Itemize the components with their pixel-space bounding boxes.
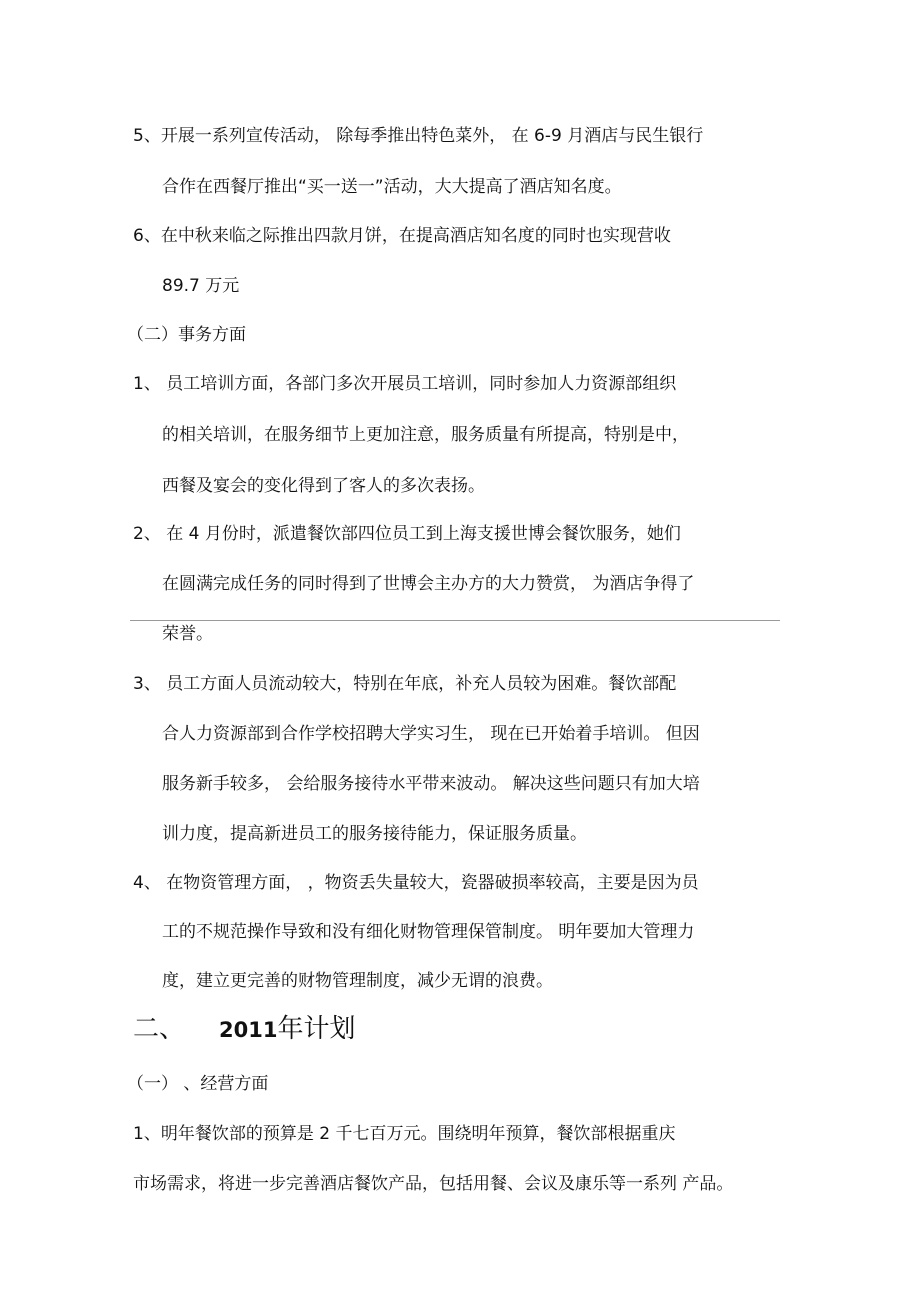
subsection-heading-operations: （一） 、经营方面 <box>127 1074 269 1094</box>
operations-item-1-line-1: 1、明年餐饮部的预算是 2 千七百万元。围绕明年预算，餐饮部根据重庆 <box>133 1124 676 1144</box>
section-heading-affairs: （二）事务方面 <box>127 325 246 345</box>
heading-suffix: 年计划 <box>277 1014 356 1044</box>
affairs-item-1-line-2: 的相关培训，在服务细节上更加注意，服务质量有所提高，特别是中， <box>162 425 689 445</box>
horizontal-divider <box>130 620 780 621</box>
affairs-item-3-line-4: 训力度，提高新进员工的服务接待能力，保证服务质量。 <box>162 824 587 844</box>
affairs-item-2-line-2: 在圆满完成任务的同时得到了世博会主办方的大力赞赏， 为酒店争得了 <box>162 574 695 594</box>
affairs-item-1-line-1: 1、 员工培训方面，各部门多次开展员工培训，同时参加人力资源部组织 <box>133 374 677 394</box>
affairs-item-4-line-3: 度，建立更完善的财物管理制度，减少无谓的浪费。 <box>162 971 553 991</box>
affairs-item-2-line-1: 2、 在 4 月份时，派遣餐饮部四位员工到上海支援世博会餐饮服务，她们 <box>133 524 681 544</box>
heading-prefix: 二、 <box>133 1014 186 1044</box>
affairs-item-3-line-3: 服务新手较多， 会给服务接待水平带来波动。 解决这些问题只有加大培 <box>162 774 700 794</box>
affairs-item-2-line-3: 荣誉。 <box>162 624 213 644</box>
heading-year: 2011 <box>219 1018 278 1042</box>
item-5-line-2: 合作在西餐厅推出“买一送一”活动，大大提高了酒店知名度。 <box>162 177 622 197</box>
section-heading-2011-plan <box>133 1012 355 1047</box>
item-6-line-1: 6、在中秋来临之际推出四款月饼，在提高酒店知名度的同时也实现营收 <box>133 226 671 246</box>
operations-item-1-line-2: 市场需求，将进一步完善酒店餐饮产品，包括用餐、会议及康乐等一系列 产品。 <box>133 1174 734 1194</box>
affairs-item-3-line-2: 合人力资源部到合作学校招聘大学实习生， 现在已开始着手培训。 但因 <box>162 724 700 744</box>
item-5-line-1: 5、开展一系列宣传活动， 除每季推出特色菜外， 在 6-9 月酒店与民生银行 <box>133 126 704 146</box>
affairs-item-3-line-1: 3、 员工方面人员流动较大，特别在年底，补充人员较为困难。餐饮部配 <box>133 674 677 694</box>
affairs-item-4-line-1: 4、 在物资管理方面， ，物资丢失量较大，瓷器破损率较高，主要是因为员 <box>133 873 699 893</box>
item-6-line-2: 89.7 万元 <box>162 276 240 296</box>
affairs-item-4-line-2: 工的不规范操作导致和没有细化财物管理保管制度。 明年要加大管理力 <box>162 922 695 942</box>
affairs-item-1-line-3: 西餐及宴会的变化得到了客人的多次表扬。 <box>162 476 485 496</box>
